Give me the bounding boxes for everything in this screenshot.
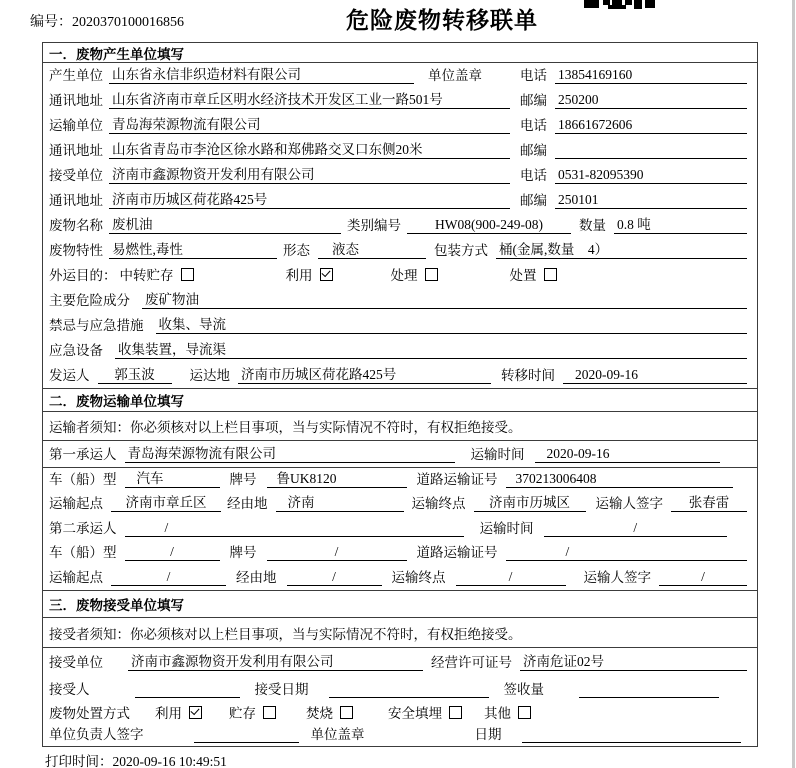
receipt-qty-label: 签收量 xyxy=(503,682,544,697)
accept-date-field xyxy=(329,697,489,698)
qr-code-fragment xyxy=(584,0,656,10)
purpose-transfer-storage-label: 中转贮存 xyxy=(119,268,174,283)
accept-unit-field: 济南市鑫源物资开发利用有限公司 xyxy=(128,650,423,671)
road-license2-label: 道路运输证号 xyxy=(416,545,498,560)
disposal-landfill-checkbox xyxy=(449,706,462,719)
receiver-address-label: 通讯地址 xyxy=(49,193,103,208)
via1-field: 济南 xyxy=(276,491,404,512)
transport-time1-field: 2020-09-16 xyxy=(535,446,720,463)
section3-header xyxy=(43,590,757,618)
transporter-zip-label: 邮编 xyxy=(520,143,547,158)
vehicle1-label: 车（船）型 xyxy=(49,472,117,487)
row-transporter-notice xyxy=(43,412,757,441)
purpose-treat-label: 处理 xyxy=(390,268,418,283)
receiver-phone-label: 电话 xyxy=(520,168,547,183)
transport-time1-label: 运输时间 xyxy=(470,447,525,462)
receiver-phone-field: 0531-82095390 xyxy=(555,167,747,184)
transporter-address-label: 通讯地址 xyxy=(49,143,103,158)
row-accept-unit xyxy=(43,648,757,675)
row-hazard xyxy=(43,288,757,313)
acceptor-field xyxy=(135,697,240,698)
category-field: HW08(900-249-08) xyxy=(407,217,571,234)
road-license1-label: 道路运输证号 xyxy=(416,472,498,487)
disposal-other-checkbox xyxy=(518,706,531,719)
receiver-notice-text: 接受者须知：你必须核对以上栏目事项，当与实际情况不符时，有权拒绝接受。 xyxy=(49,626,522,642)
signer1-field: 张春雷 xyxy=(671,491,747,512)
disposal-option-incinerate xyxy=(306,702,353,722)
disposal-option-utilize xyxy=(155,702,202,722)
receiver-address-field: 济南市历城区荷花路425号 xyxy=(109,188,510,209)
carrier2-field: / xyxy=(125,520,464,537)
pack-field: 桶(金属,数量 4） xyxy=(496,238,747,259)
disposal-landfill-label: 安全填埋 xyxy=(388,706,442,721)
disposal-option-landfill xyxy=(388,702,462,722)
producer-phone-label: 电话 xyxy=(520,68,547,83)
end2-field: / xyxy=(456,569,566,586)
via1-label: 经由地 xyxy=(227,496,268,511)
waste-name-field: 废机油 xyxy=(109,213,341,234)
row-taboo xyxy=(43,313,757,338)
shipper-field: 郭玉波 xyxy=(98,363,172,384)
transporter-zip-field xyxy=(555,158,747,159)
operating-license-label: 经营许可证号 xyxy=(431,655,512,670)
scan-edge-artifact xyxy=(792,0,795,768)
vehicle2-label: 车（船）型 xyxy=(49,545,117,560)
taboo-label: 禁忌与应急措施 xyxy=(49,318,144,333)
purpose-option-treat xyxy=(391,264,438,284)
row-signature xyxy=(43,726,757,747)
row-vehicle1 xyxy=(43,468,757,492)
receiver-value-field: 济南市鑫源物资开发利用有限公司 xyxy=(109,163,510,184)
transport-time2-field: / xyxy=(544,520,727,537)
pack-label: 包装方式 xyxy=(434,243,488,258)
equipment-field: 收集装置，导流渠 xyxy=(115,338,747,359)
purpose-utilize-label: 利用 xyxy=(285,268,313,283)
destination-field: 济南市历城区荷花路425号 xyxy=(238,363,491,384)
equipment-label: 应急设备 xyxy=(49,343,103,358)
row-waste-name xyxy=(43,213,757,238)
row-disposal xyxy=(43,702,757,726)
producer-seal-label: 单位盖章 xyxy=(428,68,482,83)
disposal-label: 废物处置方式 xyxy=(49,706,130,721)
traits-field: 易燃性,毒性 xyxy=(109,238,277,259)
date-label: 日期 xyxy=(474,727,502,742)
row-receiver xyxy=(43,163,757,188)
carrier2-label: 第二承运人 xyxy=(49,521,117,536)
start1-field: 济南市章丘区 xyxy=(111,491,221,512)
row-purpose xyxy=(43,263,757,288)
accept-date-label: 接受日期 xyxy=(254,682,309,697)
disposal-option-store xyxy=(229,702,276,722)
signer2-field: / xyxy=(659,569,747,586)
quantity-label: 数量 xyxy=(579,218,606,233)
print-time-line xyxy=(45,750,227,768)
start1-label: 运输起点 xyxy=(49,496,103,511)
road-license1-field: 370213006408 xyxy=(506,471,734,488)
purpose-option-utilize xyxy=(286,264,333,284)
purpose-dispose-label: 处置 xyxy=(509,268,537,283)
plate1-label: 牌号 xyxy=(229,472,257,487)
receiver-zip-field: 250101 xyxy=(555,192,747,209)
form-field: 液态 xyxy=(318,238,426,259)
receiver-label: 接受单位 xyxy=(49,168,103,183)
transporter-address-field: 山东省青岛市李沧区徐水路和郑佛路交叉口东侧20米 xyxy=(109,138,510,159)
operating-license-field: 济南危证02号 xyxy=(520,650,747,671)
row-route1 xyxy=(43,492,757,516)
producer-address-field: 山东省济南市章丘区明水经济技术开发区工业一路501号 xyxy=(109,88,510,109)
row-receiver-address xyxy=(43,188,757,213)
purpose-transfer-storage-checkbox xyxy=(181,268,194,281)
plate2-label: 牌号 xyxy=(229,545,257,560)
producer-phone-field: 13854169160 xyxy=(555,67,747,84)
transfer-time-label: 转移时间 xyxy=(501,368,555,383)
transfer-time-field: 2020-09-16 xyxy=(563,367,747,384)
waste-name-label: 废物名称 xyxy=(49,218,103,233)
transporter-value-field: 青岛海荣源物流有限公司 xyxy=(109,113,510,134)
producer-value-field: 山东省永信非织造材料有限公司 xyxy=(109,63,414,84)
purpose-option-transfer-storage xyxy=(120,264,194,284)
section1-header xyxy=(43,43,757,63)
plate1-field: 鲁UK8120 xyxy=(267,467,407,488)
responsible-signature-label: 单位负责人签字 xyxy=(49,727,144,742)
signer1-label: 运输人签字 xyxy=(595,496,663,511)
end1-label: 运输终点 xyxy=(411,496,466,511)
row-vehicle2 xyxy=(43,541,757,565)
row-receiver-notice xyxy=(43,618,757,648)
row-transporter-address xyxy=(43,138,757,163)
section2-title: 二．废物运输单位填写 xyxy=(49,394,184,409)
quantity-field: 0.8 吨 xyxy=(614,213,747,234)
producer-zip-field: 250200 xyxy=(555,92,747,109)
shipper-label: 发运人 xyxy=(49,368,90,383)
purpose-utilize-checkbox xyxy=(320,268,333,281)
producer-address-label: 通讯地址 xyxy=(49,93,103,108)
purpose-treat-checkbox xyxy=(425,268,438,281)
row-acceptor xyxy=(43,675,757,702)
traits-label: 废物特性 xyxy=(49,243,103,258)
carrier1-label: 第一承运人 xyxy=(49,447,117,462)
disposal-option-other xyxy=(484,702,531,722)
disposal-store-label: 贮存 xyxy=(229,706,256,721)
destination-label: 运达地 xyxy=(189,368,230,383)
row-shipper xyxy=(43,363,757,388)
row-carrier1 xyxy=(43,441,757,468)
receipt-qty-field xyxy=(579,697,719,698)
row-carrier2 xyxy=(43,516,757,541)
accept-unit-label: 接受单位 xyxy=(49,655,103,670)
receiver-zip-label: 邮编 xyxy=(520,193,547,208)
end1-field: 济南市历城区 xyxy=(474,491,586,512)
vehicle1-field: 汽车 xyxy=(125,467,220,488)
row-waste-traits xyxy=(43,238,757,263)
acceptor-label: 接受人 xyxy=(49,682,90,697)
row-producer-address xyxy=(43,88,757,113)
section2-header xyxy=(43,388,757,412)
category-label: 类别编号 xyxy=(347,218,401,233)
serial-label: 编号： xyxy=(30,15,72,30)
start2-field: / xyxy=(111,569,226,586)
disposal-utilize-label: 利用 xyxy=(155,706,182,721)
signer2-label: 运输人签字 xyxy=(583,570,651,585)
manifest-table xyxy=(42,42,758,747)
carrier1-field: 青岛海荣源物流有限公司 xyxy=(125,442,455,463)
print-time-label: 打印时间： xyxy=(45,754,113,768)
row-producer xyxy=(43,63,757,88)
section3-title: 三．废物接受单位填写 xyxy=(49,598,184,613)
hazard-label: 主要危险成分 xyxy=(49,293,130,308)
print-time-value: 2020-09-16 10:49:51 xyxy=(112,754,227,768)
page-title: 危险废物转移联单 xyxy=(346,8,538,33)
road-license2-field: / xyxy=(506,544,748,561)
date-field xyxy=(522,742,742,743)
vehicle2-field: / xyxy=(125,544,220,561)
transporter-label: 运输单位 xyxy=(49,118,103,133)
via2-label: 经由地 xyxy=(236,570,277,585)
disposal-utilize-checkbox xyxy=(189,706,202,719)
row-route2 xyxy=(43,565,757,590)
disposal-other-label: 其他 xyxy=(484,706,511,721)
section1-title: 一．废物产生单位填写 xyxy=(49,46,184,62)
plate2-field: / xyxy=(267,544,407,561)
end2-label: 运输终点 xyxy=(391,570,446,585)
row-equipment xyxy=(43,338,757,363)
purpose-label: 外运目的： xyxy=(49,268,117,283)
transport-time2-label: 运输时间 xyxy=(479,521,534,536)
responsible-signature-field xyxy=(194,742,299,743)
disposal-store-checkbox xyxy=(263,706,276,719)
hazard-field: 废矿物油 xyxy=(142,288,747,309)
purpose-option-dispose xyxy=(510,264,557,284)
transporter-phone-field: 18661672606 xyxy=(555,117,747,134)
disposal-incinerate-label: 焚烧 xyxy=(306,706,333,721)
transporter-phone-label: 电话 xyxy=(520,118,547,133)
producer-label: 产生单位 xyxy=(49,68,103,83)
producer-zip-label: 邮编 xyxy=(520,93,547,108)
taboo-field: 收集、导流 xyxy=(156,313,748,334)
form-label: 形态 xyxy=(283,243,310,258)
serial-value: 2020370100016856 xyxy=(72,15,184,30)
via2-field: / xyxy=(287,569,382,586)
start2-label: 运输起点 xyxy=(49,570,103,585)
unit-seal-label: 单位盖章 xyxy=(310,727,365,742)
purpose-dispose-checkbox xyxy=(544,268,557,281)
disposal-incinerate-checkbox xyxy=(340,706,353,719)
transporter-notice-text: 运输者须知：你必须核对以上栏目事项，当与实际情况不符时，有权拒绝接受。 xyxy=(49,420,522,435)
row-transporter xyxy=(43,113,757,138)
